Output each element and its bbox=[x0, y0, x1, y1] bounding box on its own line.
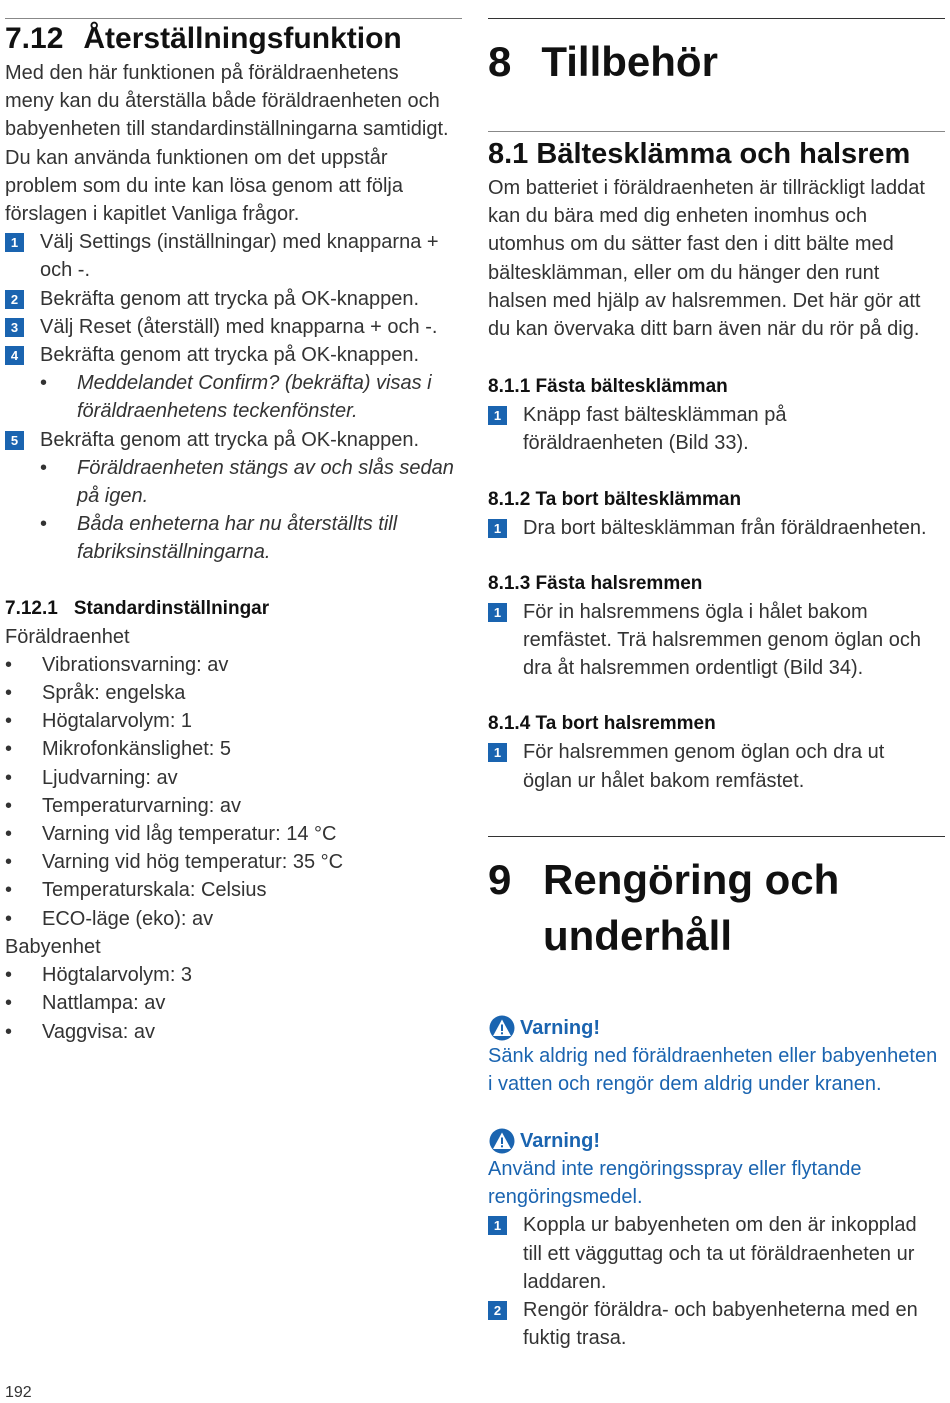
step-text: Knäpp fast bältesklämman på föräldraenheten (Bild 33). bbox=[523, 404, 787, 455]
chapter-8-heading: 8 Tillbehör bbox=[488, 38, 718, 85]
settings-item-text: Högtalarvolym: 1 bbox=[42, 710, 193, 733]
step-text: Bekräfta genom att trycka på OK-knappen. bbox=[40, 287, 420, 310]
parent-settings-list bbox=[5, 651, 465, 933]
step-number-badge: 1 bbox=[488, 519, 507, 538]
warning-title: Varning! bbox=[520, 1130, 601, 1152]
bullet: • bbox=[5, 766, 13, 789]
settings-item-text: ECO-läge (eko): av bbox=[42, 907, 214, 930]
parent-unit-label: Föräldraenhet bbox=[5, 625, 130, 648]
bullet: • bbox=[5, 653, 13, 676]
warning-icon bbox=[488, 1128, 516, 1154]
settings-item-text: Vaggvisa: av bbox=[42, 1020, 156, 1043]
section-heading: 7.12 Återställningsfunktion bbox=[5, 22, 402, 55]
step-text: Välj Reset (återställ) med knapparna + och -. bbox=[40, 315, 438, 338]
step-text: För in halsremmens ögla i hålet bakom remfästet. Trä halsremmen genom öglan och dra åt halsremmen ordentligt (Bild 34). bbox=[523, 600, 921, 680]
step-text: Bekräfta genom att trycka på OK-knappen. bbox=[40, 344, 420, 367]
settings-list-item bbox=[5, 876, 465, 904]
bullet: • bbox=[5, 738, 13, 761]
warning-2 bbox=[488, 1127, 945, 1352]
cleaning-step-1 bbox=[488, 1211, 933, 1296]
warning-text: Sänk aldrig ned föräldraenheten eller babyenheten i vatten och rengör dem aldrig under kranen. bbox=[488, 1045, 938, 1096]
bullet: • bbox=[5, 851, 13, 874]
settings-item-text: Ljudvarning: av bbox=[42, 766, 178, 789]
bullet: • bbox=[5, 964, 13, 987]
settings-item-text: Varning vid hög temperatur: 35 °C bbox=[42, 851, 344, 874]
bullet: • bbox=[5, 879, 13, 902]
settings-list-item bbox=[5, 848, 465, 876]
step-5-note-1: • Föräldraenheten stängs av och slås sedan på igen. bbox=[40, 456, 454, 508]
section-intro: Med den här funktionen på föräldraenhetens meny kan du återställa både föräldraenheten och babyenheten till standardinställningarna samtidigt. Du kan använda funktionen om det uppstår problem som du inte kan lösa genom att följa förslagen i kapitlet Vanliga frågor. bbox=[5, 62, 449, 226]
subsection-8-1-4-heading: 8.1.4 Ta bort halsremmen bbox=[488, 713, 716, 735]
bullet: • bbox=[5, 992, 13, 1015]
section-8-1-heading: 8.1 Bältesklämma och halsrem bbox=[488, 138, 911, 170]
bullet: • bbox=[5, 907, 13, 930]
bullet: • bbox=[5, 794, 13, 817]
step-text: Koppla ur babyenheten om den är inkopplad till ett vägguttag och ta ut föräldraenheten ur laddaren. bbox=[523, 1214, 917, 1293]
settings-list-item bbox=[5, 651, 465, 679]
baby-settings-list bbox=[5, 961, 465, 1046]
warning-title: Varning! bbox=[520, 1017, 601, 1039]
step-number-badge: 3 bbox=[5, 318, 24, 337]
step-number-badge: 1 bbox=[488, 603, 507, 622]
step-number-badge: 5 bbox=[5, 431, 24, 450]
settings-item-text: Temperaturskala: Celsius bbox=[42, 879, 267, 902]
subsection-heading: 7.12.1 Standardinställningar bbox=[5, 597, 270, 619]
step-5 bbox=[5, 426, 465, 454]
settings-list-item bbox=[5, 961, 465, 989]
bullet: • bbox=[5, 823, 13, 846]
step-number-badge: 1 bbox=[5, 233, 24, 252]
settings-list-item bbox=[5, 905, 465, 933]
step-text: Dra bort bältesklämman från föräldraenheten. bbox=[523, 516, 927, 539]
step-8-1-4 bbox=[488, 738, 908, 794]
settings-list-item bbox=[5, 989, 465, 1017]
settings-list-item bbox=[5, 792, 465, 820]
bullet: • bbox=[5, 1020, 13, 1043]
step-number-badge: 1 bbox=[488, 743, 507, 762]
step-text: Välj Settings (inställningar) med knapparna + och -. bbox=[40, 231, 439, 282]
step-3 bbox=[5, 313, 465, 341]
step-8-1-2 bbox=[488, 514, 945, 542]
section-8-1-rule bbox=[488, 131, 945, 132]
subsection-8-1-1-heading: 8.1.1 Fästa bältesklämman bbox=[488, 376, 728, 398]
settings-item-text: Varning vid låg temperatur: 14 °C bbox=[42, 823, 337, 846]
step-text: Bekräfta genom att trycka på OK-knappen. bbox=[40, 428, 420, 451]
step-number-badge: 2 bbox=[488, 1301, 507, 1320]
page-number: 192 bbox=[5, 1384, 32, 1401]
warning-text: Använd inte rengöringsspray eller flytande rengöringsmedel. bbox=[488, 1158, 862, 1209]
settings-item-text: Mikrofonkänslighet: 5 bbox=[42, 738, 231, 761]
settings-list-item bbox=[5, 820, 465, 848]
step-number-badge: 2 bbox=[5, 290, 24, 309]
warning-1 bbox=[488, 1014, 945, 1098]
step-number-badge: 1 bbox=[488, 1216, 507, 1235]
step-number-badge: 4 bbox=[5, 346, 24, 365]
chapter-8-rule bbox=[488, 18, 945, 19]
settings-list-item bbox=[5, 679, 465, 707]
step-number-badge: 1 bbox=[488, 406, 507, 425]
step-8-1-3 bbox=[488, 598, 933, 683]
step-text: För halsremmen genom öglan och dra ut öglan ur hålet bakom remfästet. bbox=[523, 741, 885, 792]
chapter-9-heading: 9 Rengöring och underhåll bbox=[488, 856, 840, 959]
step-4-note: • Meddelandet Confirm? (bekräfta) visas i föräldraenhetens teckenfönster. bbox=[40, 372, 432, 423]
step-4 bbox=[5, 341, 465, 369]
subsection-8-1-2-heading: 8.1.2 Ta bort bältesklämman bbox=[488, 488, 742, 510]
settings-item-text: Temperaturvarning: av bbox=[42, 794, 241, 817]
warning-icon bbox=[488, 1015, 516, 1041]
settings-item-text: Nattlampa: av bbox=[42, 992, 166, 1015]
step-8-1-1 bbox=[488, 401, 818, 457]
settings-list-item bbox=[5, 707, 465, 735]
step-5-note-2: • Båda enheterna har nu återställts till fabriksinställningarna. bbox=[40, 513, 398, 564]
cleaning-step-2 bbox=[488, 1296, 933, 1352]
baby-unit-label: Babyenhet bbox=[5, 935, 101, 958]
section-8-1-text: Om batteriet i föräldraenheten är tillräckligt laddat kan du bära med dig enheten inomhus och utomhus om du sätter fast den i ditt bälte med bältesklämman, eller om du hänger den runt halsen med hjälp av halsremmen. Det här gör att du kan övervaka ditt barn även när du rör på dig. bbox=[488, 177, 925, 341]
subsection-8-1-3-heading: 8.1.3 Fästa halsremmen bbox=[488, 572, 703, 594]
bullet: • bbox=[5, 710, 13, 733]
step-2 bbox=[5, 285, 465, 313]
settings-item-text: Vibrationsvarning: av bbox=[42, 653, 229, 676]
step-text: Rengör föräldra- och babyenheterna med en fuktig trasa. bbox=[523, 1299, 918, 1350]
settings-list-item bbox=[5, 764, 465, 792]
settings-item-text: Språk: engelska bbox=[42, 682, 186, 705]
chapter-9-rule bbox=[488, 836, 945, 837]
settings-list-item bbox=[5, 735, 465, 763]
bullet: • bbox=[5, 682, 13, 705]
settings-item-text: Högtalarvolym: 3 bbox=[42, 964, 193, 987]
step-1 bbox=[5, 228, 445, 284]
settings-list-item bbox=[5, 1018, 465, 1046]
